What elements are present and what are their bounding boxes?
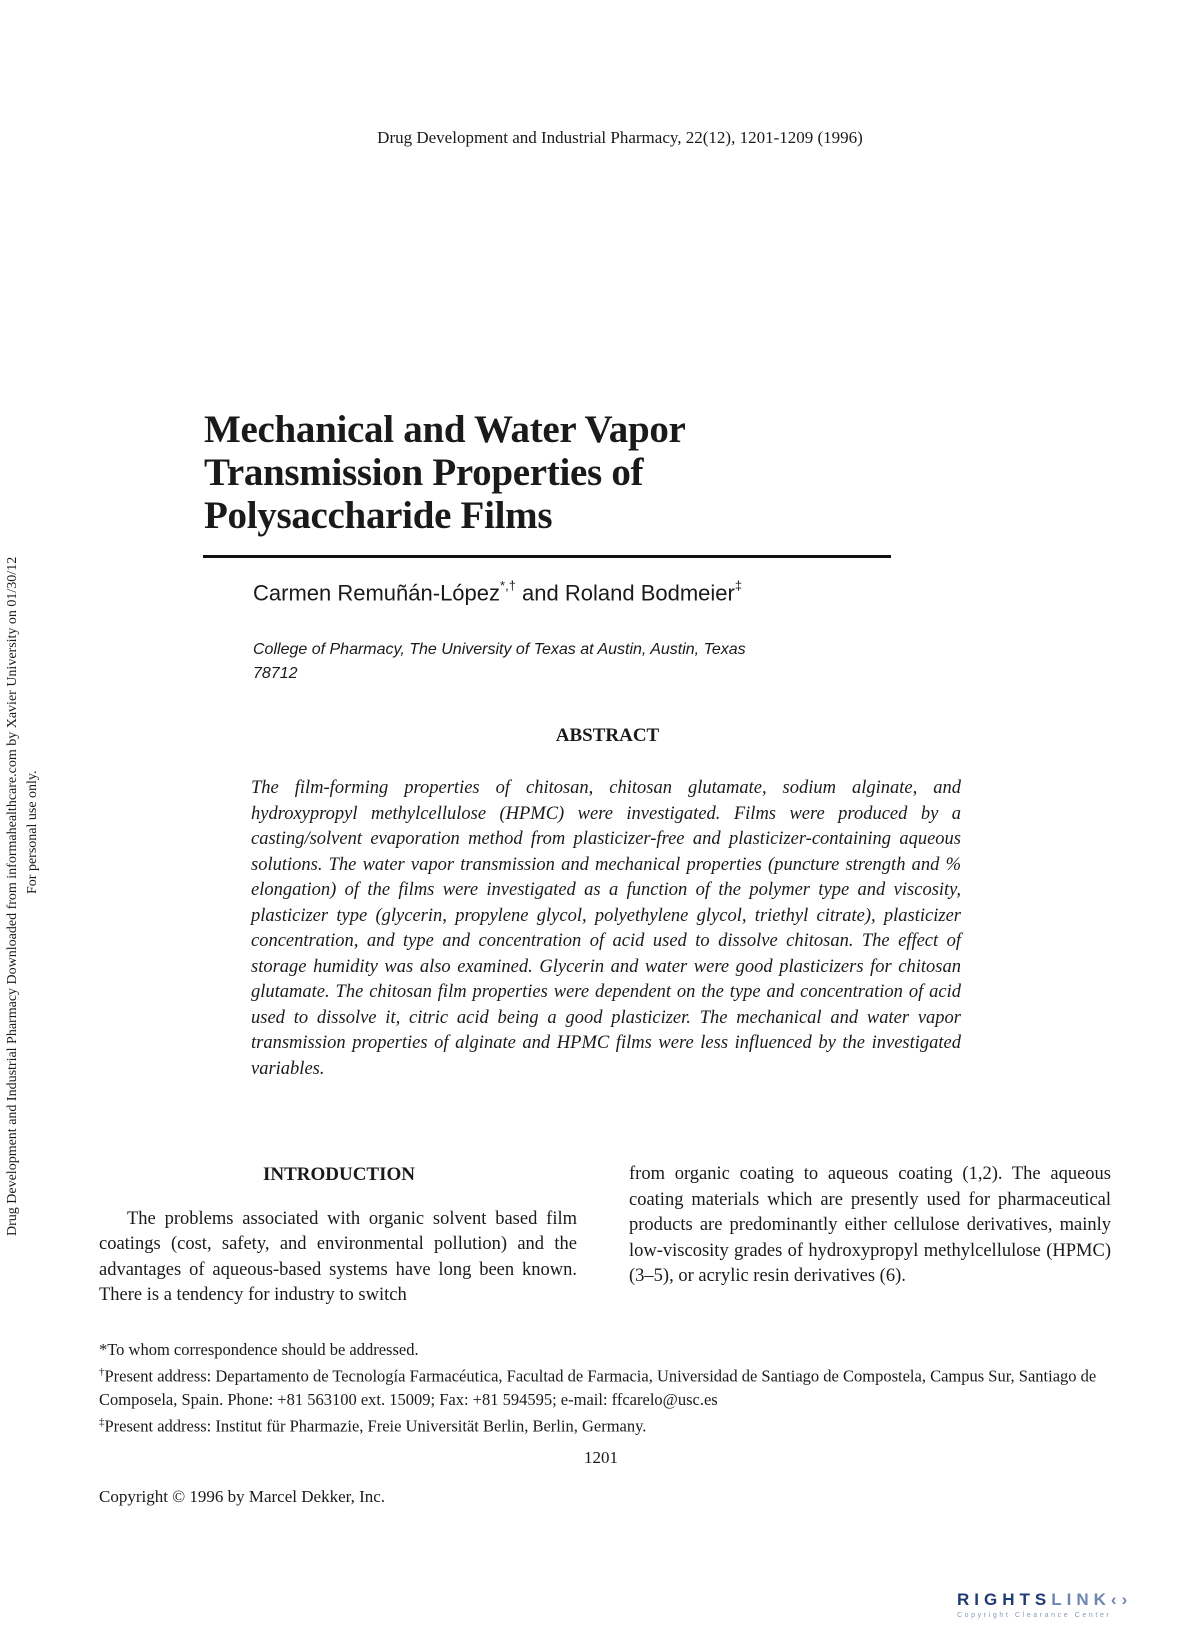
introduction-column-2: from organic coating to aqueous coating (1,2). The aqueous coating materials which are presently used for pharmaceutical products are predominantly either cellulose derivatives, mainly low-viscosity grades of hydroxypropyl methylcellulose (HPMC) (3–5), or acrylic resin derivatives (6). (629, 1164, 1111, 1286)
footnote-dagger: † (99, 1366, 105, 1378)
rightslink-arrow-icon: ‹› (1110, 1590, 1133, 1609)
title-line-1: Mechanical and Water Vapor (204, 408, 686, 451)
page-number: 1201 (584, 1448, 618, 1467)
affiliation-line-2: 78712 (253, 665, 298, 682)
rightslink-logo[interactable] (957, 1590, 1189, 1628)
title-line-3: Polysaccharide Films (204, 494, 553, 537)
author-2: Roland Bodmeier (564, 580, 735, 606)
author-1-marks: *,† (500, 578, 516, 593)
watermark-line-2: For personal use only. (25, 770, 40, 894)
rightslink-logo-part-a: RIGHTS (957, 1590, 1052, 1609)
author-2-mark: ‡ (734, 578, 743, 593)
footnote-address-1: †Present address: Departamento de Tecnología Farmacéutica, Facultad de Farmacia, Universidad de Santiago de Compostela, Campus Sur, Santiago de Composela, Spain. Phone: +81 563100 ext. 15009; Fax: +81 594595; e-mail: ffcarelo@usc.es (99, 1366, 1097, 1409)
affiliation-line-1: College of Pharmacy, The University of Texas at Austin, Austin, Texas (253, 641, 746, 658)
footnotes (99, 1338, 1111, 1437)
journal-header: Drug Development and Industrial Pharmacy, 22(12), 1201-1209 (1996) (377, 128, 863, 147)
affiliation (253, 638, 853, 686)
abstract-heading: ABSTRACT (555, 725, 660, 746)
rightslink-logo-part-b: LINK (1051, 1590, 1111, 1609)
abstract-text: The film-forming properties of chitosan, chitosan glutamate, sodium alginate, and hydroxypropyl methylcellulose (HPMC) were investigated. Films were produced by a casting/solvent evaporation method from plasticizer-free and plasticizer-containing aqueous solutions. The water vapor transmission and mechanical properties (puncture strength and % elongation) of the films were investigated as a function of the polymer type and viscosity, plasticizer type (glycerin, propylene glycol, polyethylene glycol, triethyl citrate), plasticizer concentration, and type and concentration of acid used to dissolve chitosan. The effect of storage humidity was also examined. Glycerin and water were good plasticizers for chitosan glutamate. The chitosan film properties were dependent on the type and concentration of acid used to dissolve it, citric acid being a good plasticizer. The mechanical and water vapor transmission properties of alginate and HPMC films were less influenced by the investigated variables. (251, 778, 961, 1079)
author-1: Carmen Remuñán-López (253, 580, 501, 606)
footnote-double-dagger: ‡ (99, 1415, 105, 1428)
introduction-column-1 (99, 1162, 577, 1309)
introduction-heading: INTRODUCTION (262, 1164, 416, 1185)
introduction-paragraph-1: The problems associated with organic solvent based film coatings (cost, safety, and environmental pollution) and the advantages of aqueous-based systems have long been known. There is a tendency for industry to switch (99, 1208, 577, 1305)
watermark-line-1: Drug Development and Industrial Pharmacy Downloaded from informahealthcare.com by Xavier University on 01/30/12 (5, 556, 20, 1236)
footnote-correspondence: *To whom correspondence should be addressed. (99, 1340, 419, 1359)
author-list (253, 580, 742, 606)
download-watermark (0, 400, 46, 1240)
author-joiner: and (515, 580, 565, 606)
footnote-address-2: ‡Present address: Institut für Pharmazie, Freie Universität Berlin, Berlin, Germany. (99, 1415, 647, 1435)
title-rule (203, 555, 891, 558)
copyright-notice: Copyright © 1996 by Marcel Dekker, Inc. (99, 1487, 386, 1506)
article-title (204, 408, 904, 537)
title-line-2: Transmission Properties of (204, 451, 644, 494)
rightslink-subtitle: Copyright Clearance Center (957, 1612, 1112, 1619)
